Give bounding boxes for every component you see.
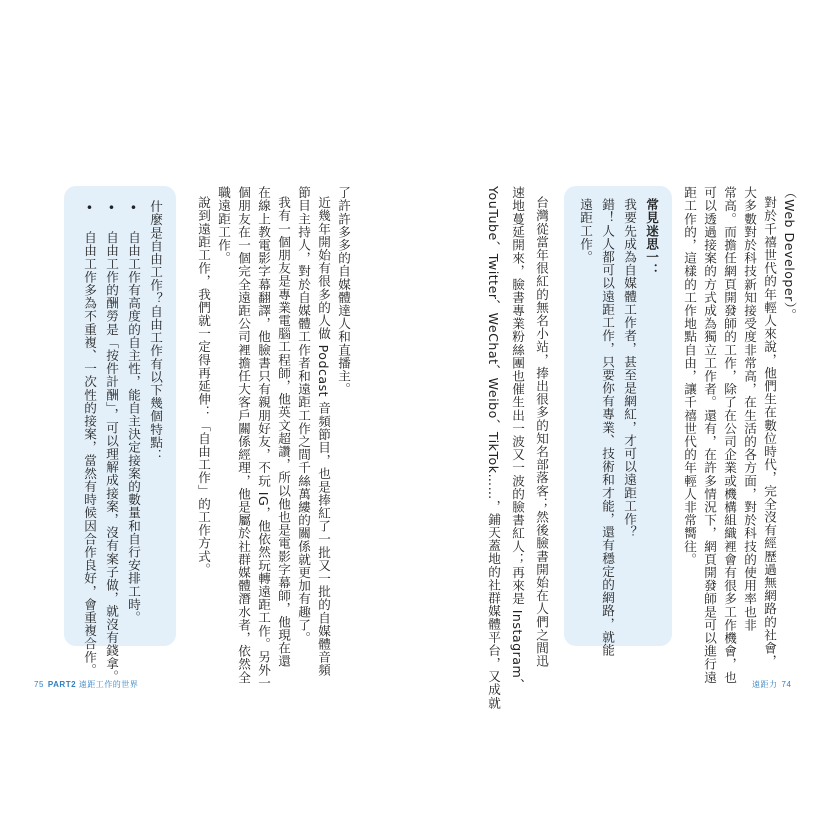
left-page-number: 75 xyxy=(34,680,44,689)
right-col-09: YouTube、Twitter、WeChat、Weibo、TikTok……，鋪天蓋地的社群媒體平台，又成就 xyxy=(486,186,501,710)
left-callout-box xyxy=(64,186,176,684)
right-footer-label: 遠距力 xyxy=(752,680,778,689)
right-callout-col-2: 錯！人人都可以遠距工作，只要你有專業、技術和才能，還有穩定的網路，就能 xyxy=(600,198,615,657)
right-col-05: 可以透過接案的方式成為獨立工作者。還有，在許多情況下，網頁開發師是可以進行遠 xyxy=(702,186,717,684)
right-footer xyxy=(752,679,795,690)
right-callout-col-1: 我要先成為自媒體工作者，甚至是網紅，才可以遠距工作？ xyxy=(622,198,637,539)
right-col-01: （Web Developer）。 xyxy=(782,186,797,322)
left-col-03: 節目主持人，對於自媒體工作者和遠距工作之間千絲萬縷的關係就更加有趣了。 xyxy=(296,186,311,645)
right-callout-title: 常見迷思一： xyxy=(644,198,659,277)
right-col-07: 台灣從當年很紅的無名小站，捧出很多的知名部落客；然後臉書開始在人們之間迅 xyxy=(534,196,549,668)
left-col-05: 在線上教電影字幕翻譯，他臉書只有親朋好友，不玩 IG，他依然玩轉遠距工作。另外一 xyxy=(256,186,271,690)
right-callout-box xyxy=(564,186,672,657)
left-col-08: 說到遠距工作，我們就一定得再延伸：「自由工作」的工作方式。 xyxy=(196,196,211,576)
right-col-06: 距工作的，這樣的工作地點自由，讓千禧世代的年輕人非常嚮往。 xyxy=(682,186,697,566)
left-footer xyxy=(30,679,138,690)
left-footer-part: PART2 xyxy=(47,680,77,689)
right-col-04: 常高。而擔任網頁開發師的工作，除了在公司企業或機構組織裡會有很多工作機會，也 xyxy=(722,186,737,684)
left-col-02: 近幾年開始有很多的人做 Podcast 音頻節目，也是捧紅了一批又一批的自媒體音頻 xyxy=(316,196,331,677)
left-callout-col-4: • 自由工作多為不重複、一次性的接案，當然有時候因合作良好，會重複合作。 xyxy=(82,200,97,677)
right-col-03: 大多數對於科技新知接受度非常高，在生活的各方面，對於科技的使用率也非 xyxy=(742,186,757,632)
right-col-02: 對於千禧世代的年輕人來說，他們生在數位時代，完全沒有經歷過無網路的社會， xyxy=(762,196,777,668)
left-footer-chapter: 遠距工作的世界 xyxy=(78,680,139,689)
left-col-06: 個朋友在一個完全遠距公司裡擔任大客戶關係經理，他是屬於社群媒體潛水者，依然全 xyxy=(236,186,251,684)
left-col-04: 我有一個朋友是專業電腦工程師，他英文超讚，所以他也是電影字幕師，他現在還 xyxy=(276,196,291,668)
right-page-number: 74 xyxy=(781,680,792,689)
left-col-07: 職遠距工作。 xyxy=(216,186,231,265)
left-callout-col-1: 什麼是自由工作？自由工作有以下幾個特點： xyxy=(148,200,163,462)
right-callout-col-3: 遠距工作。 xyxy=(578,198,593,264)
left-callout-col-2: • 自由工作有高度的自主性，能自主決定接案的數量和自行安排工時。 xyxy=(126,200,141,624)
right-col-08: 速地蔓延開來，臉書專業粉絲團也催生出一波又一波的臉書紅人；再來是 Instagram、 xyxy=(510,186,525,692)
left-callout-col-3: • 自由工作的酬勞是「按件計酬」，可以理解成接案，沒有案子做，就沒有錢拿。 xyxy=(104,200,119,684)
left-col-01: 了許許多多的自媒體達人和直播主。 xyxy=(336,186,351,396)
